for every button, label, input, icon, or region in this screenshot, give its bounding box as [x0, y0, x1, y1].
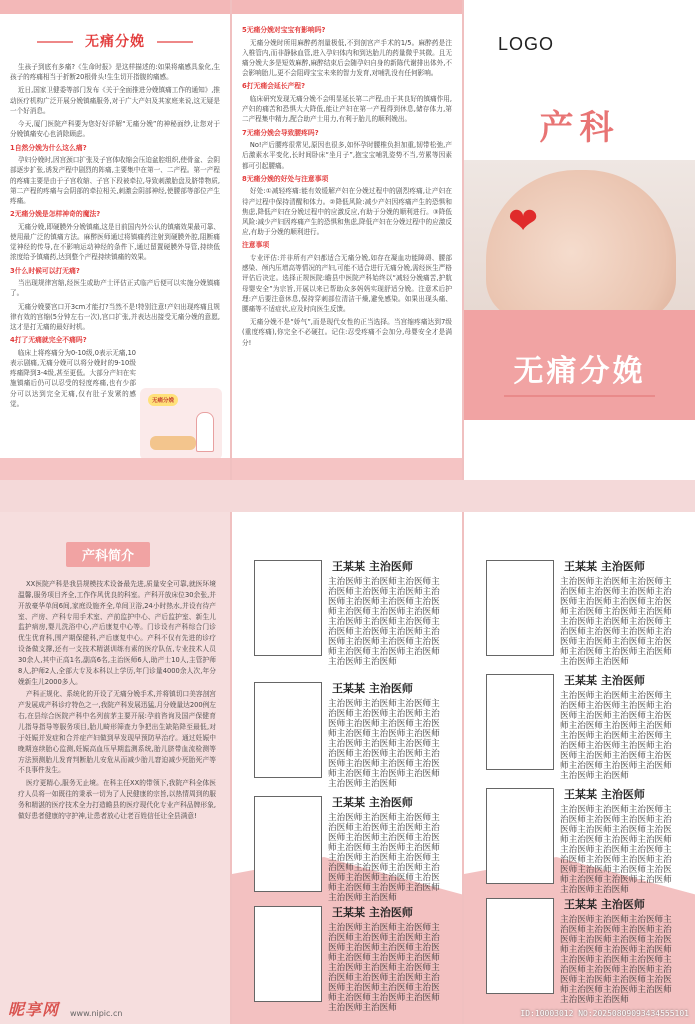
cover-divider: [504, 395, 655, 397]
doctor-description: 主治医师主治医师主治医师主治医师主治医师主治医师主治医师主治医师主治医师主治医师主治医师主治医师主治医师主治医师主治医师主治医师主治医师主治医师主治医师主治医师主治医师主治医师主治医师主治医师主治医师主治医师主治医师主治医师: [328, 699, 440, 789]
pregnant-belly-photo: [464, 160, 695, 310]
bed-shape: [150, 436, 196, 450]
subheading: 7无痛分娩会导致腰疼吗?: [242, 128, 319, 137]
doctors-panel-right: [462, 512, 695, 1024]
logo: LOGO: [498, 34, 555, 54]
top-pink-strip: [0, 0, 230, 14]
nurse-shape: [196, 412, 214, 452]
doctor-photo-placeholder: [486, 898, 554, 994]
section-paragraph: 无痛分娩要宫口开3cm才能打?当然不是!特别注意!产妇出现疼痛且规律有效的宫缩(5分钟左右一次),宫口扩张,并表达出接受无痛分娩的意愿,这才是打无痛的最好时机。: [10, 302, 220, 331]
intro-text: [0, 573, 230, 822]
doctor-card: [232, 898, 462, 1016]
intro-paragraph: 生孩子到底有多痛?《生命时报》是这样描述的:如果将痛感具象化,生孩子的疼痛相当于折断20根骨头!生生切开指腹的痛感。: [10, 63, 220, 82]
doctor-photo-placeholder: [254, 906, 322, 1002]
illustration-bubble: 无痛分娩: [148, 394, 178, 406]
doctor-description: 主治医师主治医师主治医师主治医师主治医师主治医师主治医师主治医师主治医师主治医师主治医师主治医师主治医师主治医师主治医师主治医师主治医师主治医师主治医师主治医师主治医师主治医师主治医师主治医师主治医师主治医师主治医师主治医师: [328, 813, 440, 903]
section-paragraph: 无痛分娩时所用麻醉药剂量极低,不到剖宫产手术的1/5。麻醉药是注入椎管内,而非静脉血管,进入孕妇体内和到达胎儿的药量微乎其微。且无痛分娩大多是短效麻醉,麻醉结束后会随孕妇自身的新陈代谢排出体外,不会影响胎儿,更不会阻碍宝宝未来的智力发育,对哺乳没有任何影响。: [242, 38, 452, 78]
intro-paragraph: XX医院产科是我县规模技术设备最先进,质量安全可靠,就医环境温馨,服务项目齐全,工作作风优良的科室。产科开放床位30余张,并开放豪华单间6间,家庭设施齐全,单间卫浴,24小时热水,并设有待产室、产房、产科专用手术室、产前监护中心、产后监护室、新生儿监护病房,婴儿洗浴中心,产后康复中心等。门诊设有产科综合门诊优生优育科,围产期保健科,产后康复中心。产科不仅有先进的诊疗设备做支撑,还有一支技术精湛训练有素的医疗队伍,专业技术人员30余人,其中正高1名,副高6名,主治医师6人,助产士10人,主管护师8人,护师2人,全部大专及本科以上学历,年门诊量4000余人次,年分娩新生儿2000多人。: [18, 580, 216, 686]
bottom-pink-strip: [0, 458, 230, 480]
doctor-name: 王某某 主治医师: [564, 560, 645, 573]
middle-panel-text: [232, 0, 462, 348]
intro-paragraph: 今天,厦门医院产科要为您好好详解“无痛分娩”的神秘面纱,让您对于分娩镇痛安心也消除顾虑。: [10, 120, 220, 139]
doctor-name: 王某某 主治医师: [564, 788, 645, 801]
watermark-id: ID:10003012 NO:20250809093434555101: [520, 1009, 689, 1018]
doctor-name: 王某某 主治医师: [332, 796, 413, 809]
subheading: 注意事项: [242, 241, 270, 250]
doctor-card: [232, 788, 462, 906]
subheading: 3什么时候可以打无痛?: [10, 266, 80, 275]
brochure-back: [0, 512, 695, 1024]
section-paragraph: 孕妇分娩时,因宫颈口扩张及子宫体收缩会压迫盆腔组织,使骨盆、会阴部逐步扩张,诱发产程中剧烈的阵痛,主要集中在第一、二产程。第一产程的疼痛主要是由于子宫收缩、子宫下段被牵拉,导致刺激胎盘及脐带物质,第二产程的疼痛与会阴部的牵拉相关,刺激会阴部神经,使腰部等部位产生疼痛。: [10, 156, 220, 205]
nurse-illustration: [140, 388, 222, 460]
intro-paragraph: 医疗更精心,服务无止境。在科主任XX的带领下,我院产科全体医疗人员将一如既往的秉承一切为了人民健康的宗旨,以热情周到的服务和精湛的医疗技术全力打造瞻县的医疗现代化专业产科品牌形象,做好患者健康的守护神,让患者放心让老百姓信任让全县满意!: [18, 779, 216, 820]
intro-panel: [0, 512, 230, 1024]
intro-title: 产科简介: [66, 542, 150, 567]
cover-subtitle: 无痛分娩: [513, 354, 646, 389]
subheading: 4打了无痛就完全不痛吗?: [10, 336, 87, 345]
cover-title: 产科: [539, 108, 620, 148]
watermark-url: www.nipic.cn: [70, 1009, 123, 1018]
doctor-photo-placeholder: [486, 788, 554, 884]
doctor-photo-placeholder: [254, 796, 322, 892]
doctor-description: 主治医师主治医师主治医师主治医师主治医师主治医师主治医师主治医师主治医师主治医师主治医师主治医师主治医师主治医师主治医师主治医师主治医师主治医师主治医师主治医师主治医师主治医师主治医师主治医师主治医师主治医师主治医师主治医师: [328, 923, 440, 1013]
doctor-card: [232, 552, 462, 670]
subheading: 5无痛分娩对宝宝有影响吗?: [242, 26, 326, 34]
doctor-card: [464, 890, 695, 1008]
subheading: 1自然分娩为什么这么痛?: [10, 143, 87, 152]
section-paragraph: 好处:①减轻疼痛:能有效缓解产妇在分娩过程中的剧烈疼痛,让产妇在待产过程中保持清醒和体力。②降低风险:减少产妇因疼痛产生的恐惧和焦虑,降低产妇在分娩过程中的应激反应,有助于分娩的顺利进行。③降低风险:减少产妇因疼痛产生的恐惧和焦虑,降低产妇在分娩过程中的应激反应,有助于分娩的顺利进行。: [242, 187, 452, 237]
doctor-description: 主治医师主治医师主治医师主治医师主治医师主治医师主治医师主治医师主治医师主治医师主治医师主治医师主治医师主治医师主治医师主治医师主治医师主治医师主治医师主治医师主治医师主治医师主治医师主治医师主治医师主治医师主治医师主治医师: [560, 915, 672, 1005]
section-paragraph: 无痛分娩,即硬膜外分娩镇痛,这是目前国内外公认的镇痛效果最可靠、使用最广泛的镇痛方法。麻醉医师通过将镇痛药注射到硬膜外腔,阻断痛觉神经的传导,在不影响运动神经的条件下,通过留置硬膜外导管,持续低浓度给予镇痛药,达到整个产程持续镇痛的效果。: [10, 222, 220, 262]
doctor-photo-placeholder: [486, 674, 554, 770]
doctor-name: 王某某 主治医师: [332, 906, 413, 919]
section-paragraph: 专业评估:并非所有产妇都适合无痛分娩,如存在凝血功能障碍、腰部感染、颅内压增高等情况的产妇,可能不适合进行无痛分娩,需经医生严格评估后决定。选择正规医院:瞻县中医院产科始终以“减轻分娩痛苦,护航母婴安全”为宗旨,开展以来已帮助众多妈妈实现舒适分娩。注意术后护理:产后要注意休息,保持穿刺部位清洁干燥,避免感染。如果出现头痛、腰痛等不适症状,应及时向医生反馈。: [242, 253, 452, 314]
subheading: 2无痛分娩是怎样神奇的魔法?: [10, 210, 101, 219]
doctor-photo-placeholder: [254, 560, 322, 656]
intro-paragraph: 产科正规化、系统化的开设了无痛分娩手术,并将镇切口美容剖宫产发展成产科诊疗特色之一,我院产科发展迅猛,月分娩量达200例左右,在县综合医院产科中名列前茅主要开展:孕前咨询及国产保健育儿指导指导等服务项目,胎儿畸形筛查力争把出生缺陷降至最低,对于妊娠并发症和合并症产妇做到早发现早预防早治疗。通过妊娠中晚期连续胎心监测,妊娠高血压早期监测系统,胎儿脐带血流检测等方法预测胎儿发育判断胎儿安危从而减少胎儿窘迫减少死胎死产等不良事件发生。: [18, 690, 216, 775]
closing-paragraph: 无痛分娩不是“娇气”,而是现代女性的正当选择。当宫缩疼痛达到7级(重度疼痛),你完全不必硬扛。记住:忍受疼痛不会加分,母婴安全才是满分!: [242, 318, 452, 347]
doctor-card: [464, 552, 695, 670]
section-paragraph: 临床研究发现无痛分娩不会明显延长第二产程,由于其良好的镇痛作用,产妇的痛苦和恐惧大大降低,能让产妇在第一产程得到休息,储存体力,第二产程集中精力,配合助产士用力,有利于胎儿的顺利娩出。: [242, 94, 452, 124]
doctor-name: 王某某 主治医师: [564, 674, 645, 687]
front-left-panel: [0, 0, 232, 480]
doctor-description: 主治医师主治医师主治医师主治医师主治医师主治医师主治医师主治医师主治医师主治医师主治医师主治医师主治医师主治医师主治医师主治医师主治医师主治医师主治医师主治医师主治医师主治医师主治医师主治医师主治医师主治医师主治医师主治医师: [560, 805, 672, 895]
section-paragraph: 当出现规律宫缩,经医生或助产士评估正式临产后便可以实施分娩镇痛了。: [10, 279, 220, 298]
doctor-photo-placeholder: [254, 682, 322, 778]
doctor-description: 主治医师主治医师主治医师主治医师主治医师主治医师主治医师主治医师主治医师主治医师主治医师主治医师主治医师主治医师主治医师主治医师主治医师主治医师主治医师主治医师主治医师主治医师主治医师主治医师主治医师主治医师主治医师主治医师: [328, 577, 440, 667]
brochure-front: [0, 0, 695, 480]
bottom-pink-strip: [232, 458, 462, 480]
section-paragraph: 临床上将疼痛分为0-10级,0表示无痛,10表示剧痛,无痛分娩可以将分娩时的9-10级疼痛降到3-4级,甚至更低。大部分产妇在实施镇痛后仍可以忍受的轻度疼痛,也有少部分可以达到完全无痛,仅有肚子发紧的感觉。: [10, 348, 136, 408]
left-panel-text: [0, 62, 230, 409]
doctor-description: 主治医师主治医师主治医师主治医师主治医师主治医师主治医师主治医师主治医师主治医师主治医师主治医师主治医师主治医师主治医师主治医师主治医师主治医师主治医师主治医师主治医师主治医师主治医师主治医师主治医师主治医师主治医师主治医师: [560, 577, 672, 667]
heart-icon: ❤: [508, 201, 539, 242]
section-paragraph: No!产后腰疼很常见,原因也很多,如怀孕时腰椎负担加重,韧带松弛,产后激素水平变化,长时间卧床“坐月子”,抱宝宝哺乳姿势不当,劳累等因素都可引起腰痛。: [242, 141, 452, 170]
intro-paragraph: 近日,国家卫健委等部门发布《关于全面推进分娩镇痛工作的通知》,推动医疗机构广泛开展分娩镇痛服务,对于广大产妇及其家庭来说,这无疑是一个好消息。: [10, 86, 220, 115]
doctor-card: [464, 666, 695, 784]
doctor-name: 王某某 主治医师: [564, 898, 645, 911]
cover-panel: [464, 0, 695, 480]
doctors-panel-left: [230, 512, 462, 1024]
doctor-photo-placeholder: [486, 560, 554, 656]
doctor-name: 王某某 主治医师: [332, 682, 413, 695]
front-middle-panel: [232, 0, 464, 480]
top-pink-strip: [232, 0, 462, 14]
watermark-brand: 昵享网: [8, 1000, 60, 1019]
doctor-card: [464, 780, 695, 898]
subheading: 8无痛分娩的好处与注意事项: [242, 174, 329, 183]
doctor-card: [232, 674, 462, 792]
doctor-description: 主治医师主治医师主治医师主治医师主治医师主治医师主治医师主治医师主治医师主治医师主治医师主治医师主治医师主治医师主治医师主治医师主治医师主治医师主治医师主治医师主治医师主治医师主治医师主治医师主治医师主治医师主治医师主治医师: [560, 691, 672, 781]
section-title-painless: 无痛分娩: [73, 28, 157, 54]
doctor-name: 王某某 主治医师: [332, 560, 413, 573]
subheading: 6打无痛会延长产程?: [242, 82, 306, 91]
